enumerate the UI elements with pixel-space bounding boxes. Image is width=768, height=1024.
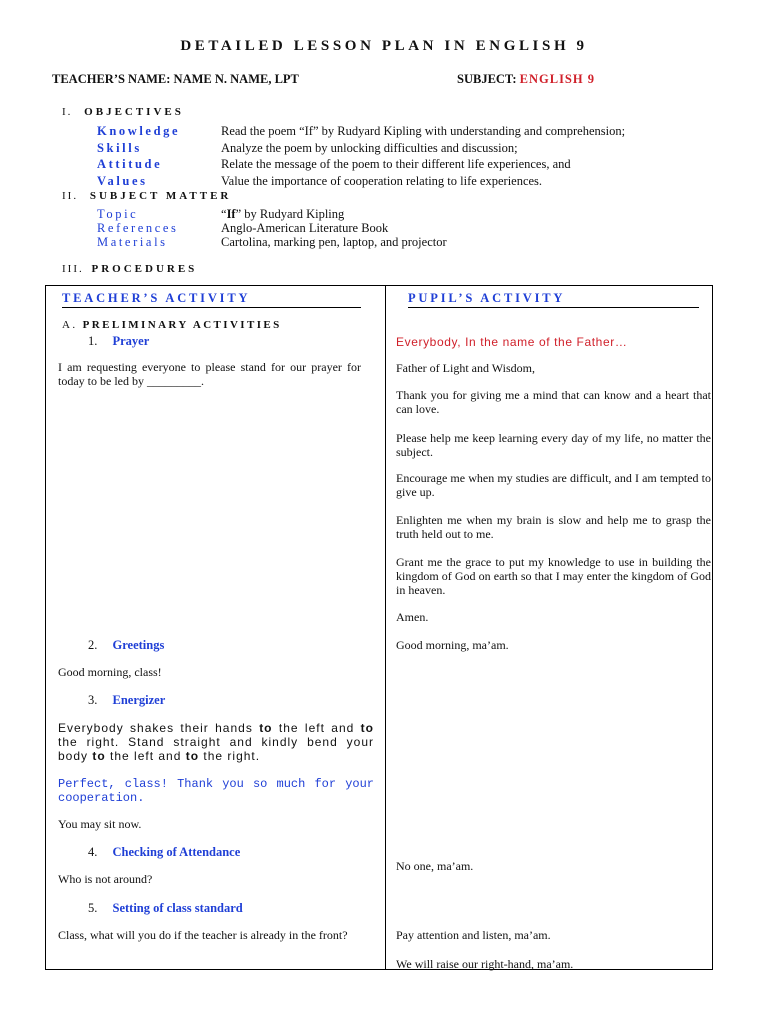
section-title: OBJECTIVES [84,106,184,118]
teacher-greeting-text: Good morning, class! [58,665,162,679]
energizer-to: to [360,721,374,735]
teacher-attendance-text: Who is not around? [58,872,153,886]
section-number: II. [62,190,79,202]
pupil-prayer-intro: Everybody, In the name of the Father… [396,335,628,349]
objective-label-values: Values [97,174,148,188]
materials-value: Cartolina, marking pen, laptop, and projector [221,235,447,249]
objective-text-values: Value the importance of cooperation relating to life experiences. [221,174,543,188]
objectives-heading [62,106,184,118]
document-title: DETAILED LESSON PLAN IN ENGLISH 9 [180,38,588,54]
objective-label-knowledge: Knowledge [97,124,181,138]
objective-text-skills: Analyze the poem by unlocking difficulties and discussion; [221,141,518,155]
step-label: Setting of class standard [112,901,243,915]
pupil-prayer-line-1: Father of Light and Wisdom, [396,361,535,375]
objective-text-attitude: Relate the message of the poem to their different life experiences, and [221,157,571,171]
teacher-name-label: TEACHER’S NAME: [52,72,171,86]
objective-text-knowledge: Read the poem “If” by Rudyard Kipling with understanding and comprehension; [221,124,626,138]
step-label: Prayer [112,334,150,348]
subject-label: SUBJECT: [457,72,517,86]
topic-author: ” by Rudyard Kipling [235,207,345,221]
preliminary-activities-heading [62,319,282,331]
energizer-part: the right. [199,749,261,763]
references-label: References [97,221,179,235]
subject-value: ENGLISH 9 [519,72,595,86]
pupil-standard-2: We will raise our right-hand, ma’am. [396,957,574,971]
teacher-standard-text: Class, what will you do if the teacher is already in the front? [58,928,348,942]
energizer-part: the left and [272,721,355,735]
step-attendance [88,845,240,860]
teacher-sit-text: You may sit now. [58,817,142,831]
section-title: SUBJECT MATTER [89,190,232,202]
energizer-to: to [185,749,200,763]
step-label: Energizer [112,693,166,707]
pupil-greeting: Good morning, ma’am. [396,638,509,652]
objective-label-attitude: Attitude [97,157,163,171]
pupil-prayer-line-6: Grant me the grace to put my knowledge to use in building the kingdom of God on earth so that I may enter the kingdom of God in heaven. [396,555,711,597]
preliminary-title: PRELIMINARY ACTIVITIES [82,319,282,331]
topic-title: If [226,207,236,221]
step-greetings [88,638,164,653]
subject-matter-heading [62,190,231,202]
step-number: 5. [88,901,98,915]
step-label: Greetings [112,638,165,652]
pupil-prayer-line-4: Encourage me when my studies are difficult, and I am tempted to give up. [396,471,711,499]
pupil-amen: Amen. [396,610,429,624]
quote-open: “ [221,207,227,221]
step-prayer [88,334,149,349]
subject-line [457,72,595,87]
step-number: 3. [88,693,98,707]
pupil-activity-header: PUPIL’S ACTIVITY [408,291,699,308]
column-divider [385,285,386,970]
teacher-energizer-text [58,721,374,763]
step-label: Checking of Attendance [112,845,241,859]
pupil-standard-1: Pay attention and listen, ma’am. [396,928,551,942]
energizer-to: to [92,749,106,763]
step-number: 4. [88,845,98,859]
topic-value [221,207,344,222]
section-number: I. [62,106,73,118]
step-energizer [88,693,165,708]
materials-label: Materials [97,235,168,249]
section-title: PROCEDURES [91,263,198,275]
energizer-part: the right. Stand straight and kindly bend your body [58,735,374,763]
energizer-part: the left and [105,749,186,763]
step-number: 2. [88,638,98,652]
section-number: III. [62,263,84,275]
teacher-perfect-text: Perfect, class! Thank you so much for your cooperation. [58,777,374,805]
pupil-prayer-line-3: Please help me keep learning every day of my life, no matter the subject. [396,431,711,459]
pupil-attendance: No one, ma’am. [396,859,474,873]
teacher-name-value: NAME N. NAME, LPT [173,72,299,86]
teacher-prayer-text: I am requesting everyone to please stand for our prayer for today to be led by _________. [58,360,361,388]
step-class-standard [88,901,243,916]
objective-label-skills: Skills [97,141,142,155]
pupil-prayer-line-2: Thank you for giving me a mind that can know and a heart that can love. [396,388,711,416]
preliminary-prefix: A. [62,319,78,331]
energizer-part: Everybody shakes their hands [58,721,260,735]
teacher-name-line [52,72,299,87]
topic-label: Topic [97,207,139,221]
procedures-heading [62,263,197,275]
references-value: Anglo-American Literature Book [221,221,389,235]
teacher-activity-header: TEACHER’S ACTIVITY [62,291,361,308]
pupil-prayer-line-5: Enlighten me when my brain is slow and help me to grasp the truth held out to me. [396,513,711,541]
step-number: 1. [88,334,98,348]
energizer-to: to [259,721,273,735]
